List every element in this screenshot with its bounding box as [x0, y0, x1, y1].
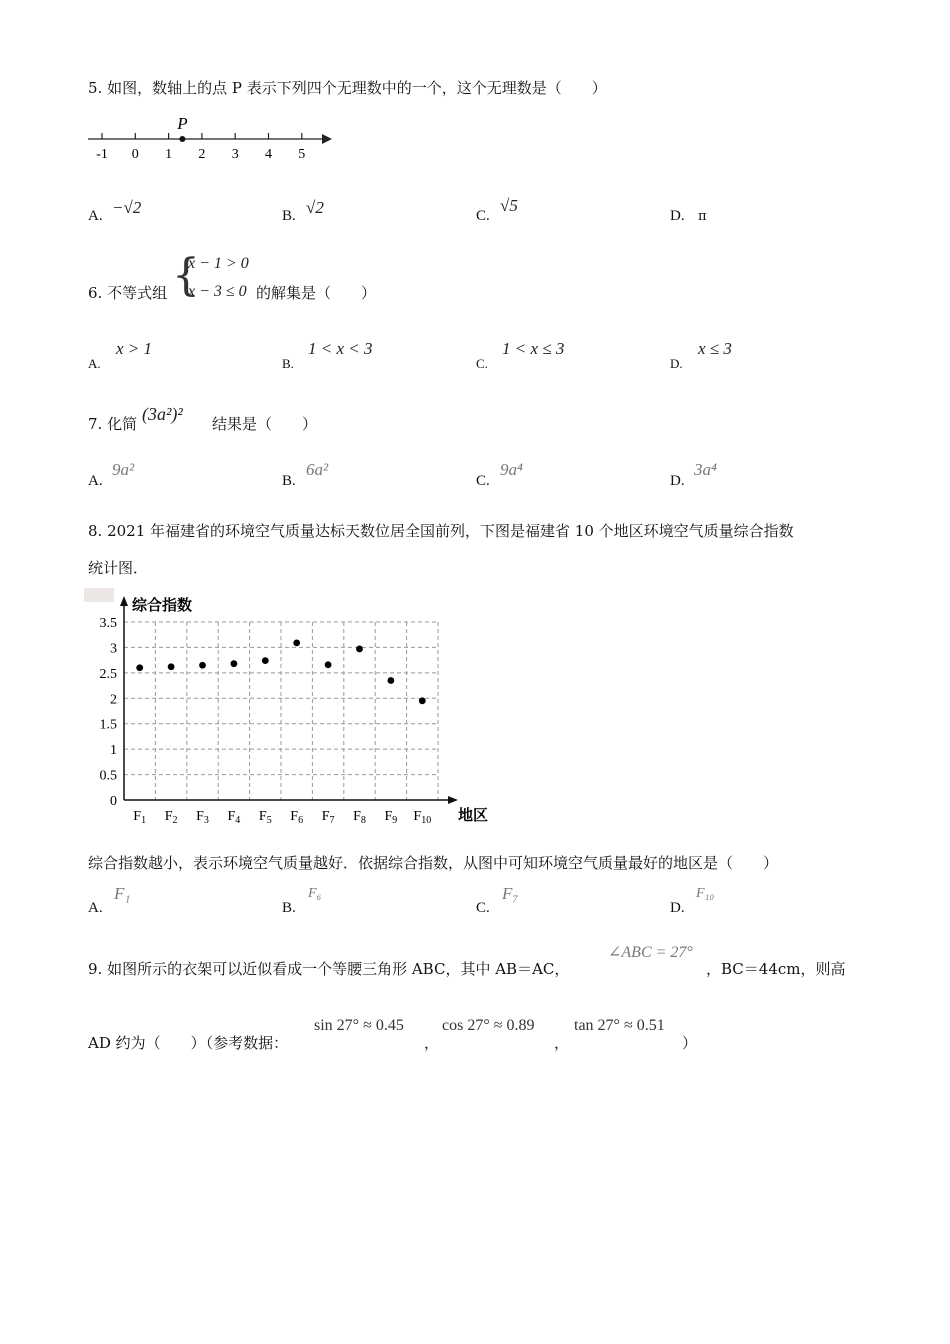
y-tick-label: 3 [110, 641, 117, 657]
point-p-label: P [177, 114, 188, 133]
q7-number: 7. 化简 [88, 415, 138, 433]
q5-option-b: √2 [306, 198, 324, 217]
q6-option-b-label: B. [282, 356, 294, 371]
q5-option-b-label: B. [282, 208, 296, 224]
q7-option-b: 6a² [306, 460, 329, 479]
x-tick-label: $F_4$ [227, 809, 241, 826]
q5-stem: 5. 如图，数轴上的点 P 表示下列四个无理数中的一个，这个无理数是（ ） [88, 79, 607, 97]
q8-option-a-label: A. [88, 900, 103, 916]
tick-label: -1 [96, 147, 108, 162]
q9-stem-b: ，BC＝44cm，则高 [706, 960, 846, 978]
q6-option-d: x ≤ 3 [698, 339, 732, 358]
tick-label: 5 [298, 147, 306, 162]
chart-x-axis-label: 地区 [458, 808, 489, 824]
y-tick-label: 0.5 [99, 768, 117, 784]
q7-option-a-label: A. [88, 473, 103, 489]
data-point-f9 [388, 677, 395, 684]
q5-number-line [82, 112, 342, 164]
y-tick-label: 0 [110, 794, 117, 809]
x-tick-label: $F_3$ [196, 809, 209, 826]
q8-option-c-label: C. [476, 900, 490, 916]
q8-option-d-label: D. [670, 900, 685, 916]
x-axis-arrow [448, 796, 458, 804]
tick-label: 0 [131, 147, 139, 162]
chart-grid [124, 622, 438, 800]
q9-comma2: ， [554, 1034, 570, 1052]
data-point-f10 [419, 697, 426, 704]
axis-arrow [322, 134, 332, 144]
q5-option-a: −√2 [112, 198, 142, 217]
x-tick-label: $F_2$ [164, 809, 178, 826]
x-tick-label: $F_5$ [258, 809, 272, 826]
q6-option-c-label: C. [476, 356, 488, 371]
q8-scatter-chart [84, 588, 504, 828]
q5-option-d: π [698, 209, 707, 224]
point-p [179, 136, 185, 142]
q6-option-a-label: A. [88, 356, 101, 371]
data-point-f6 [293, 639, 300, 646]
data-point-f7 [325, 661, 332, 668]
data-point-f8 [356, 646, 363, 653]
y-tick-label: 2 [110, 692, 117, 708]
chart-y-axis-label: 综合指数 [132, 598, 193, 614]
chart-axes [120, 596, 458, 804]
x-tick-label: $F_6$ [290, 809, 304, 826]
q8-option-d: F₁₀ [696, 886, 715, 901]
q6-line1: x − 1 > 0 [188, 255, 249, 272]
y-tick-label: 1.5 [99, 717, 117, 733]
system-brace: { [172, 250, 200, 301]
q8-option-c: F₇ [502, 884, 519, 903]
q9-angle: ∠ABC = 27° [608, 944, 693, 961]
q6-option-a: x > 1 [116, 339, 153, 358]
x-tick-label: $F_1$ [133, 809, 147, 826]
q5-option-c: √5 [500, 196, 518, 215]
q8-option-b-label: B. [282, 900, 296, 916]
tick-label: 2 [198, 147, 206, 162]
q9-ref-cos: cos 27° ≈ 0.89 [442, 1017, 535, 1034]
chart-y-tick-labels [100, 616, 118, 809]
q7-expression: (3a²)² [142, 404, 183, 424]
q7-option-c: 9a⁴ [500, 460, 523, 479]
q6-option-b: 1 < x < 3 [308, 339, 373, 358]
q6-option-d-label: D. [670, 356, 683, 371]
q8-explanation: 综合指数越小，表示环境空气质量越好．依据综合指数，从图中可知环境空气质量最好的地区是（ ） [88, 854, 779, 872]
q9-stem-a: 9. 如图所示的衣架可以近似看成一个等腰三角形 ABC，其中 AB＝AC， [88, 960, 570, 978]
data-point-f3 [199, 662, 206, 669]
tick-label: 1 [165, 147, 173, 162]
q8-stem-line1: 8. 2021 年福建省的环境空气质量达标天数位居全国前列，下图是福建省 10 个地区环境空气质量综合指数 [88, 522, 794, 540]
q7-option-d-label: D. [670, 473, 685, 489]
q6-tail: 的解集是（ ） [256, 284, 377, 302]
y-axis-arrow [120, 596, 128, 606]
q7-option-b-label: B. [282, 473, 296, 489]
x-tick-label: $F_{10}$ [413, 809, 432, 826]
y-tick-label: 3.5 [99, 616, 117, 631]
x-tick-label: $F_8$ [353, 809, 366, 826]
q9-ref-tan: tan 27° ≈ 0.51 [574, 1017, 665, 1034]
q7-tail: 结果是（ ） [212, 415, 318, 433]
q6-number: 6. 不等式组 [88, 284, 168, 302]
y-tick-label: 2.5 [99, 666, 117, 682]
q5-option-a-label: A. [88, 208, 103, 224]
tick-label: 3 [231, 147, 239, 162]
q8-stem-line2: 统计图． [88, 559, 149, 577]
tick-label: 4 [265, 147, 272, 162]
q7-option-d: 3a⁴ [694, 460, 717, 479]
q8-option-a: F₁ [114, 884, 131, 903]
q5-option-d-label: D. [670, 208, 685, 224]
q5-option-c-label: C. [476, 208, 490, 224]
y-tick-label: 1 [110, 743, 117, 759]
q7-option-a: 9a² [112, 460, 135, 479]
data-point-f1 [136, 664, 143, 671]
number-line-ticks [96, 133, 305, 162]
q9-stem-c: AD 约为（ ）（参考数据： [88, 1034, 289, 1052]
x-tick-label: $F_7$ [321, 809, 335, 826]
q7-option-c-label: C. [476, 473, 490, 489]
q9-comma1: ， [424, 1034, 440, 1052]
chart-x-tick-labels [133, 809, 431, 826]
q6-line2: x − 3 ≤ 0 [188, 283, 247, 300]
q9-close: ） [682, 1034, 698, 1052]
q9-ref-sin: sin 27° ≈ 0.45 [314, 1017, 404, 1034]
watermark-mark [84, 588, 114, 602]
q8-option-b: F₆ [308, 886, 322, 901]
q6-option-c: 1 < x ≤ 3 [502, 339, 565, 358]
data-point-f2 [168, 663, 175, 670]
data-point-f4 [231, 660, 238, 667]
data-point-f5 [262, 657, 269, 664]
x-tick-label: $F_9$ [384, 809, 398, 826]
